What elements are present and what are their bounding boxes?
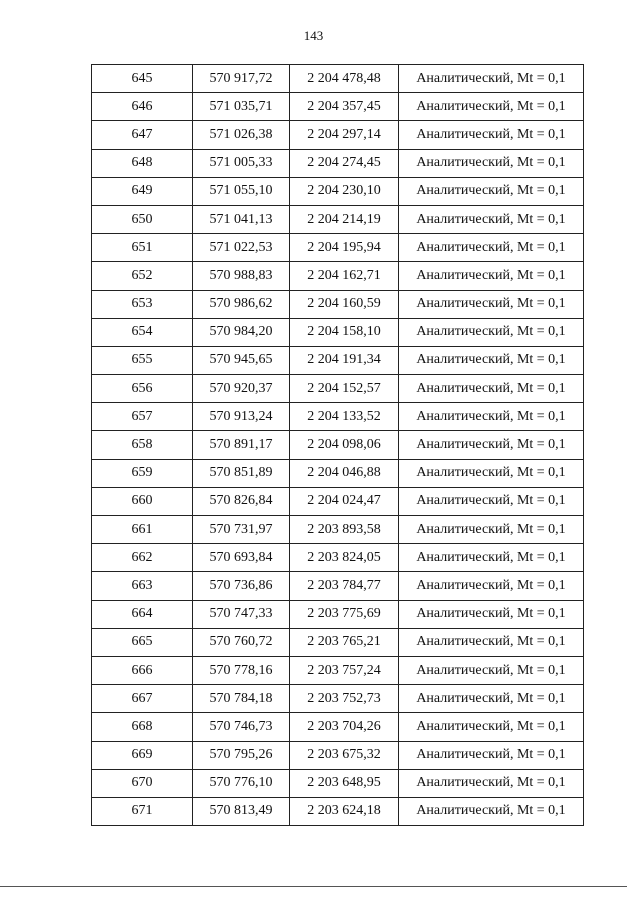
x-coordinate-cell: 570 988,83 (193, 262, 290, 290)
x-coordinate-cell: 570 851,89 (193, 459, 290, 487)
y-coordinate-cell: 2 204 133,52 (290, 403, 399, 431)
method-cell: Аналитический, Mt = 0,1 (399, 797, 584, 825)
method-cell: Аналитический, Mt = 0,1 (399, 403, 584, 431)
x-coordinate-cell: 570 746,73 (193, 713, 290, 741)
table-row (92, 797, 584, 825)
bottom-rule (0, 886, 627, 887)
y-coordinate-cell: 2 204 162,71 (290, 262, 399, 290)
point-number-cell: 668 (92, 713, 193, 741)
method-cell: Аналитический, Mt = 0,1 (399, 149, 584, 177)
x-coordinate-cell: 570 795,26 (193, 741, 290, 769)
table-row (92, 685, 584, 713)
y-coordinate-cell: 2 204 098,06 (290, 431, 399, 459)
point-number-cell: 662 (92, 544, 193, 572)
table-row (92, 516, 584, 544)
point-number-cell: 656 (92, 375, 193, 403)
y-coordinate-cell: 2 204 297,14 (290, 121, 399, 149)
y-coordinate-cell: 2 204 160,59 (290, 290, 399, 318)
point-number-cell: 649 (92, 177, 193, 205)
table-row (92, 121, 584, 149)
y-coordinate-cell: 2 203 648,95 (290, 769, 399, 797)
method-cell: Аналитический, Mt = 0,1 (399, 713, 584, 741)
x-coordinate-cell: 570 891,17 (193, 431, 290, 459)
y-coordinate-cell: 2 204 230,10 (290, 177, 399, 205)
y-coordinate-cell: 2 204 214,19 (290, 205, 399, 233)
x-coordinate-cell: 571 035,71 (193, 93, 290, 121)
table-row (92, 431, 584, 459)
y-coordinate-cell: 2 203 824,05 (290, 544, 399, 572)
y-coordinate-cell: 2 203 752,73 (290, 685, 399, 713)
table-row (92, 375, 584, 403)
x-coordinate-cell: 571 026,38 (193, 121, 290, 149)
table-row (92, 600, 584, 628)
x-coordinate-cell: 570 731,97 (193, 516, 290, 544)
table-row (92, 318, 584, 346)
point-number-cell: 654 (92, 318, 193, 346)
point-number-cell: 664 (92, 600, 193, 628)
table-row (92, 177, 584, 205)
method-cell: Аналитический, Mt = 0,1 (399, 487, 584, 515)
y-coordinate-cell: 2 204 478,48 (290, 65, 399, 93)
point-number-cell: 666 (92, 656, 193, 684)
method-cell: Аналитический, Mt = 0,1 (399, 290, 584, 318)
point-number-cell: 667 (92, 685, 193, 713)
y-coordinate-cell: 2 204 195,94 (290, 234, 399, 262)
point-number-cell: 670 (92, 769, 193, 797)
x-coordinate-cell: 571 041,13 (193, 205, 290, 233)
table-row (92, 544, 584, 572)
table-row (92, 290, 584, 318)
method-cell: Аналитический, Mt = 0,1 (399, 572, 584, 600)
table-row (92, 234, 584, 262)
y-coordinate-cell: 2 204 357,45 (290, 93, 399, 121)
x-coordinate-cell: 570 760,72 (193, 628, 290, 656)
method-cell: Аналитический, Mt = 0,1 (399, 234, 584, 262)
table-row (92, 572, 584, 600)
x-coordinate-cell: 570 784,18 (193, 685, 290, 713)
point-number-cell: 645 (92, 65, 193, 93)
table-row (92, 205, 584, 233)
y-coordinate-cell: 2 204 046,88 (290, 459, 399, 487)
x-coordinate-cell: 570 986,62 (193, 290, 290, 318)
x-coordinate-cell: 570 813,49 (193, 797, 290, 825)
y-coordinate-cell: 2 204 274,45 (290, 149, 399, 177)
y-coordinate-cell: 2 203 704,26 (290, 713, 399, 741)
y-coordinate-cell: 2 203 784,77 (290, 572, 399, 600)
x-coordinate-cell: 570 736,86 (193, 572, 290, 600)
method-cell: Аналитический, Mt = 0,1 (399, 459, 584, 487)
y-coordinate-cell: 2 203 675,32 (290, 741, 399, 769)
point-number-cell: 652 (92, 262, 193, 290)
method-cell: Аналитический, Mt = 0,1 (399, 741, 584, 769)
point-number-cell: 663 (92, 572, 193, 600)
x-coordinate-cell: 570 693,84 (193, 544, 290, 572)
table-row (92, 149, 584, 177)
method-cell: Аналитический, Mt = 0,1 (399, 93, 584, 121)
x-coordinate-cell: 570 747,33 (193, 600, 290, 628)
x-coordinate-cell: 570 913,24 (193, 403, 290, 431)
point-number-cell: 659 (92, 459, 193, 487)
point-number-cell: 653 (92, 290, 193, 318)
y-coordinate-cell: 2 204 191,34 (290, 346, 399, 374)
point-number-cell: 648 (92, 149, 193, 177)
y-coordinate-cell: 2 204 152,57 (290, 375, 399, 403)
y-coordinate-cell: 2 203 757,24 (290, 656, 399, 684)
point-number-cell: 669 (92, 741, 193, 769)
point-number-cell: 657 (92, 403, 193, 431)
table-row (92, 769, 584, 797)
table-row (92, 656, 584, 684)
method-cell: Аналитический, Mt = 0,1 (399, 318, 584, 346)
x-coordinate-cell: 571 055,10 (193, 177, 290, 205)
method-cell: Аналитический, Mt = 0,1 (399, 685, 584, 713)
method-cell: Аналитический, Mt = 0,1 (399, 346, 584, 374)
point-number-cell: 671 (92, 797, 193, 825)
method-cell: Аналитический, Mt = 0,1 (399, 205, 584, 233)
point-number-cell: 655 (92, 346, 193, 374)
method-cell: Аналитический, Mt = 0,1 (399, 516, 584, 544)
y-coordinate-cell: 2 203 775,69 (290, 600, 399, 628)
y-coordinate-cell: 2 203 765,21 (290, 628, 399, 656)
point-number-cell: 647 (92, 121, 193, 149)
x-coordinate-cell: 570 945,65 (193, 346, 290, 374)
table-row (92, 741, 584, 769)
method-cell: Аналитический, Mt = 0,1 (399, 177, 584, 205)
point-number-cell: 660 (92, 487, 193, 515)
method-cell: Аналитический, Mt = 0,1 (399, 262, 584, 290)
x-coordinate-cell: 571 022,53 (193, 234, 290, 262)
x-coordinate-cell: 570 920,37 (193, 375, 290, 403)
point-number-cell: 650 (92, 205, 193, 233)
y-coordinate-cell: 2 204 024,47 (290, 487, 399, 515)
table-row (92, 65, 584, 93)
method-cell: Аналитический, Mt = 0,1 (399, 375, 584, 403)
table-row (92, 346, 584, 374)
x-coordinate-cell: 570 826,84 (193, 487, 290, 515)
table-row (92, 487, 584, 515)
method-cell: Аналитический, Mt = 0,1 (399, 769, 584, 797)
x-coordinate-cell: 570 778,16 (193, 656, 290, 684)
x-coordinate-cell: 570 917,72 (193, 65, 290, 93)
method-cell: Аналитический, Mt = 0,1 (399, 65, 584, 93)
table-row (92, 459, 584, 487)
x-coordinate-cell: 570 984,20 (193, 318, 290, 346)
method-cell: Аналитический, Mt = 0,1 (399, 600, 584, 628)
table-row (92, 262, 584, 290)
point-number-cell: 646 (92, 93, 193, 121)
y-coordinate-cell: 2 204 158,10 (290, 318, 399, 346)
method-cell: Аналитический, Mt = 0,1 (399, 544, 584, 572)
table-row (92, 93, 584, 121)
y-coordinate-cell: 2 203 624,18 (290, 797, 399, 825)
x-coordinate-cell: 570 776,10 (193, 769, 290, 797)
point-number-cell: 665 (92, 628, 193, 656)
coordinates-table (91, 64, 584, 826)
x-coordinate-cell: 571 005,33 (193, 149, 290, 177)
table-row (92, 713, 584, 741)
page-number: 143 (303, 28, 324, 43)
method-cell: Аналитический, Mt = 0,1 (399, 121, 584, 149)
method-cell: Аналитический, Mt = 0,1 (399, 656, 584, 684)
point-number-cell: 658 (92, 431, 193, 459)
point-number-cell: 661 (92, 516, 193, 544)
method-cell: Аналитический, Mt = 0,1 (399, 431, 584, 459)
point-number-cell: 651 (92, 234, 193, 262)
y-coordinate-cell: 2 203 893,58 (290, 516, 399, 544)
table-row (92, 403, 584, 431)
method-cell: Аналитический, Mt = 0,1 (399, 628, 584, 656)
coordinates-table-body (92, 65, 584, 826)
table-row (92, 628, 584, 656)
